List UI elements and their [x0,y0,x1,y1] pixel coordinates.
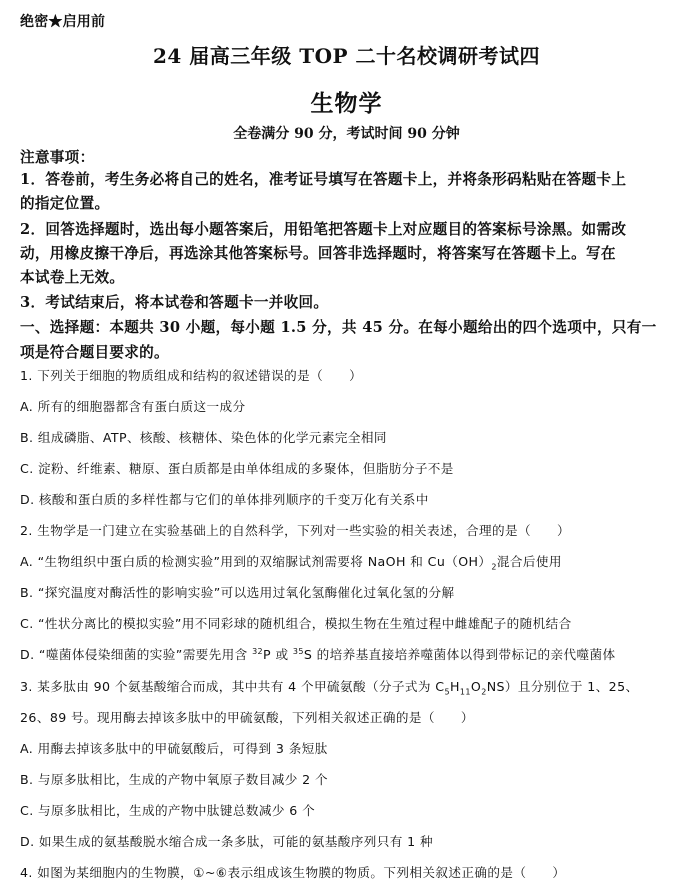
question-3-option-b: B. 与原多肽相比，生成的产物中氧原子数目减少 2 个 [20,772,328,787]
question-3-stem-cont: 26、89 号。现用酶去掉该多肽中的甲硫氨酸，下列相关叙述正确的是（ ） [20,710,474,725]
subscript: 5 [444,687,450,696]
score-time-info: 全卷满分 90 分，考试时间 90 分钟 [233,126,460,142]
notice-line: 2．回答选择题时，选出每小题答案后，用铅笔把答题卡上对应题目的答案标号涂黑。如需改 [20,221,627,238]
option-text: S 的培养基直接培养噬菌体以得到带标记的亲代噬菌体 [303,647,616,662]
question-4-stem: 4. 如图为某细胞内的生物膜，①~⑥表示组成该生物膜的物质。下列相关叙述正确的是（ ） [20,865,566,880]
option-text: P 或 [263,647,293,662]
question-2-option-c: C. “性状分离比的模拟实验”用不同彩球的随机组合，模拟生物在生殖过程中雌雄配子的随机结合 [20,616,572,631]
question-3-option-c: C. 与原多肽相比，生成的产物中肽键总数减少 6 个 [20,803,316,818]
subscript: 11 [459,687,471,696]
stem-text: NS）且分别位于 1、25、 [486,679,639,694]
question-3-option-a: A. 用酶去掉该多肽中的甲硫氨酸后，可得到 3 条短肽 [20,741,328,756]
stem-text: O [470,679,482,694]
question-1-stem: 1. 下列关于细胞的物质组成和结构的叙述错误的是（ ） [20,368,363,383]
section-heading-cont: 项是符合题目要求的。 [20,344,169,361]
exam-title: 24 届高三年级 TOP 二十名校调研考试四 [152,44,541,68]
question-1-option-c: C. 淀粉、纤维素、糖原、蛋白质都是由单体组成的多聚体，但脂肪分子不是 [20,461,454,476]
question-2-option-b: B. “探究温度对酶活性的影响实验”可以选用过氧化氢酶催化过氧化氢的分解 [20,585,455,600]
notice-line: 动，用橡皮擦干净后，再选涂其他答案标号。回答非选择题时，将答案写在答题卡上。写在 [20,245,616,262]
subscript: 2 [491,562,497,571]
stem-text: 3. 某多肽由 90 个氨基酸缩合而成，其中共有 4 个甲硫氨酸（分子式为 C [20,679,445,694]
notice-heading: 注意事项： [20,149,95,166]
superscript: 32 [252,646,264,656]
subject-title: 生物学 [310,90,383,117]
option-text: A. “生物组织中蛋白质的检测实验”用到的双缩脲试剂需要将 NaOH 和 Cu（OH） [20,554,492,569]
question-3-option-d: D. 如果生成的氨基酸脱水缩合成一条多肽，可能的氨基酸序列只有 1 种 [20,834,433,849]
question-1-option-b: B. 组成磷脂、ATP、核酸、核糖体、染色体的化学元素完全相同 [20,430,387,445]
stem-text: H [450,679,460,694]
notice-line: 1．答卷前，考生务必将自己的姓名，准考证号填写在答题卡上，并将条形码粘贴在答题卡上 [20,171,627,188]
question-3-stem [20,678,680,696]
question-1-option-d: D. 核酸和蛋白质的多样性都与它们的单体排列顺序的千变万化有关系中 [20,492,429,507]
question-2-stem: 2. 生物学是一门建立在实验基础上的自然科学，下列对一些实验的相关表述，合理的是（ ） [20,523,570,538]
option-text: 混合后使用 [496,554,562,569]
subscript: 2 [481,687,487,696]
question-1-option-a: A. 所有的细胞器都含有蛋白质这一成分 [20,399,246,414]
option-text: D. “噬菌体侵染细菌的实验”需要先用含 [20,647,253,662]
notice-line: 本试卷上无效。 [20,269,125,286]
notice-line: 的指定位置。 [20,195,110,212]
question-2-option-d [20,646,680,664]
question-2-option-a [20,553,680,571]
confidential-label: 绝密★启用前 [20,14,106,30]
superscript: 35 [292,646,304,656]
section-heading: 一、选择题：本题共 30 小题，每小题 1.5 分，共 45 分。在每小题给出的四个选项中，只有一 [20,319,657,336]
notice-line: 3．考试结束后，将本试卷和答题卡一并收回。 [20,294,329,311]
